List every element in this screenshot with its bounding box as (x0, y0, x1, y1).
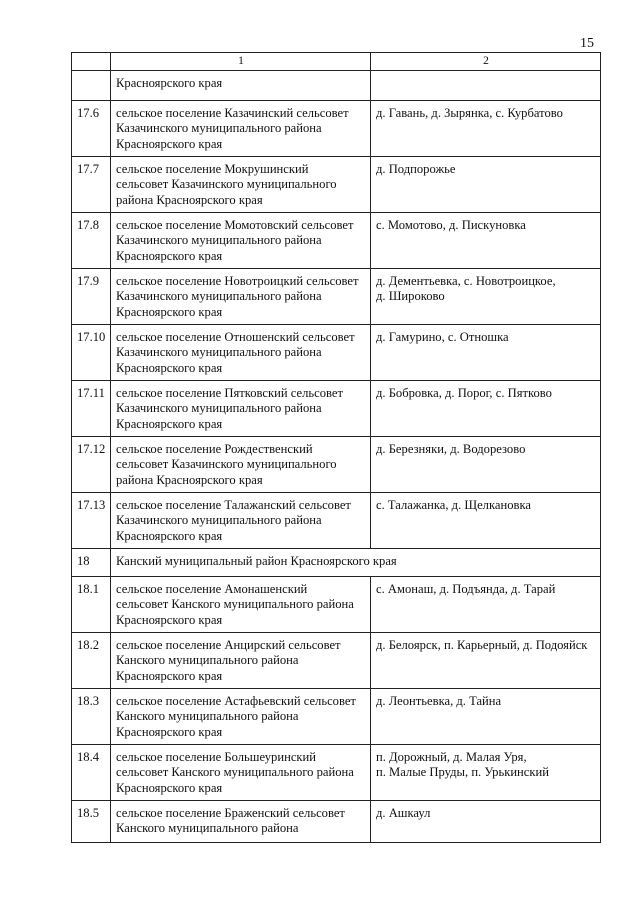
table-row (72, 493, 601, 549)
table-row (72, 157, 601, 213)
localities-list: с. Амонаш, д. Подъянда, д. Тарай (371, 577, 601, 633)
table-row (72, 269, 601, 325)
table-row (72, 577, 601, 633)
row-number: 18 (72, 549, 111, 577)
settlement-name: сельское поселение Амонашенский сельсовет Канского муниципального района Красноярского края (111, 577, 371, 633)
localities-list: д. Ашкаул (371, 801, 601, 843)
row-number: 17.12 (72, 437, 111, 493)
localities-list: д. Леонтьевка, д. Тайна (371, 689, 601, 745)
page-number: 15 (580, 36, 594, 51)
row-number: 17.6 (72, 101, 111, 157)
table-row (72, 633, 601, 689)
table-row (72, 381, 601, 437)
localities-list: п. Дорожный, д. Малая Уря, п. Малые Пруды, п. Урькинский (371, 745, 601, 801)
row-number-cell (72, 71, 111, 101)
localities-list: с. Момотово, д. Пискуновка (371, 213, 601, 269)
continuation-row (72, 71, 601, 101)
settlement-name: сельское поселение Новотроицкий сельсовет Казачинского муниципального района Красноярского края (111, 269, 371, 325)
settlement-name: сельское поселение Большеуринский сельсовет Канского муниципального района Красноярского края (111, 745, 371, 801)
localities-list: д. Дементьевка, с. Новотроицкое, д. Широково (371, 269, 601, 325)
table-row (72, 213, 601, 269)
row-number: 18.2 (72, 633, 111, 689)
table-row (72, 745, 601, 801)
localities-list: д. Подпорожье (371, 157, 601, 213)
localities-list: д. Белоярск, п. Карьерный, д. Подояйск (371, 633, 601, 689)
table-row (72, 689, 601, 745)
table-row (72, 101, 601, 157)
localities-list: д. Гамурино, с. Отношка (371, 325, 601, 381)
section-title: Канский муниципальный район Красноярского края (111, 549, 601, 577)
table-row (72, 325, 601, 381)
row-number: 17.13 (72, 493, 111, 549)
localities-list: д. Гавань, д. Зырянка, с. Курбатово (371, 101, 601, 157)
localities-list: д. Березняки, д. Водорезово (371, 437, 601, 493)
settlement-name: сельское поселение Отношенский сельсовет Казачинского муниципального района Красноярского края (111, 325, 371, 381)
localities-list: с. Талажанка, д. Щелкановка (371, 493, 601, 549)
blank-header-cell (72, 53, 111, 71)
continuation-text: Красноярского края (111, 71, 371, 101)
row-number: 17.11 (72, 381, 111, 437)
row-number: 17.9 (72, 269, 111, 325)
settlement-name: сельское поселение Астафьевский сельсовет Канского муниципального района Красноярского края (111, 689, 371, 745)
settlement-name: сельское поселение Талажанский сельсовет Казачинского муниципального района Красноярского края (111, 493, 371, 549)
row-number: 17.7 (72, 157, 111, 213)
settlement-name: сельское поселение Момотовский сельсовет Казачинского муниципального района Красноярского края (111, 213, 371, 269)
section-row (72, 549, 601, 577)
settlement-name: сельское поселение Анцирский сельсовет Канского муниципального района Красноярского края (111, 633, 371, 689)
column-number-1: 1 (111, 53, 371, 71)
table-row (72, 437, 601, 493)
settlements-table (71, 52, 601, 843)
column-number-row (72, 53, 601, 71)
row-number: 18.4 (72, 745, 111, 801)
settlement-name: сельское поселение Мокрушинский сельсовет Казачинского муниципального района Красноярского края (111, 157, 371, 213)
settlement-name: сельское поселение Браженский сельсовет Канского муниципального района (111, 801, 371, 843)
settlement-name: сельское поселение Рождественский сельсовет Казачинского муниципального района Красноярского края (111, 437, 371, 493)
localities-cell (371, 71, 601, 101)
localities-list: д. Бобровка, д. Порог, с. Пятково (371, 381, 601, 437)
row-number: 18.5 (72, 801, 111, 843)
table-row (72, 801, 601, 843)
column-number-2: 2 (371, 53, 601, 71)
row-number: 18.1 (72, 577, 111, 633)
row-number: 17.10 (72, 325, 111, 381)
settlement-name: сельское поселение Казачинский сельсовет Казачинского муниципального района Красноярского края (111, 101, 371, 157)
row-number: 17.8 (72, 213, 111, 269)
settlement-name: сельское поселение Пятковский сельсовет Казачинского муниципального района Красноярского края (111, 381, 371, 437)
row-number: 18.3 (72, 689, 111, 745)
table-body (72, 53, 601, 843)
